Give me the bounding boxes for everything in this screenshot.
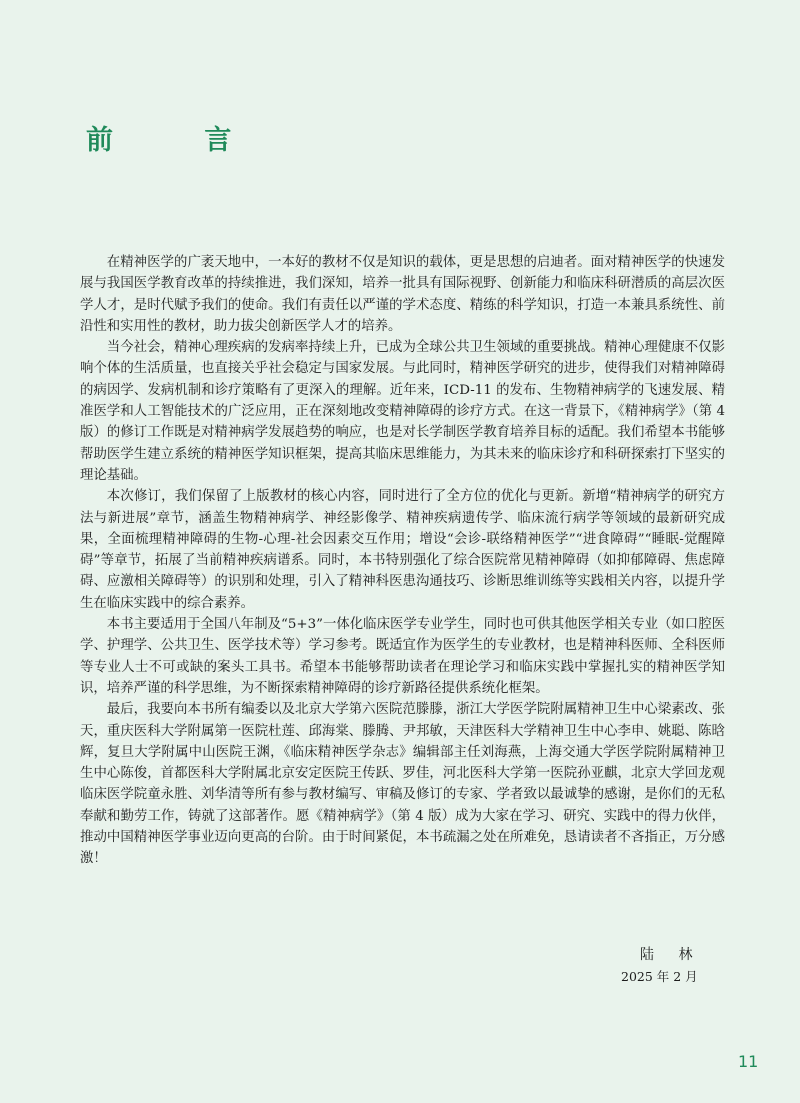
date: 2025 年 2 月 bbox=[621, 969, 698, 984]
preface-body bbox=[80, 252, 725, 870]
page-number: 11 bbox=[738, 1052, 759, 1071]
paragraph: 当今社会，精神心理疾病的发病率持续上升，已成为全球公共卫生领域的重要挑战。精神心理健康不仅影响个体的生活质量，也直接关乎社会稳定与国家发展。与此同时，精神医学研究的进步，使得我们对精神障碍的病因学、发病机制和诊疗策略有了更深入的理解。近年来，ICD-11 的发布、生物精神病学的飞速发展、精准医学和人工智能技术的广泛应用，正在深刻地改变精神障碍的诊疗方式。在这一背景下，《精神病学》（第 4 版）的修订工作既是对精神病学发展趋势的响应，也是对长学制医学教育培养目标的适配。我们希望本书能够帮助医学生建立系统的精神医学知识框架，提高其临床思维能力，为其未来的临床诊疗和科研探索打下坚实的理论基础。 bbox=[80, 340, 725, 483]
page-title: 前 言 bbox=[86, 125, 273, 156]
author-signature: 陆 林 bbox=[640, 947, 703, 963]
paragraph: 最后，我要向本书所有编委以及北京大学第六医院范滕滕，浙江大学医学院附属精神卫生中心梁素改、张天，重庆医科大学附属第一医院杜莲、邱海棠、滕腾、尹邦敏，天津医科大学精神卫生中心李申、姚聪、陈晗辉，复旦大学附属中山医院王渊，《临床精神医学杂志》编辑部主任刘海燕，上海交通大学医学院附属精神卫生中心陈俊，首都医科大学附属北京安定医院王传跃、罗佳，河北医科大学第一医院孙亚麒，北京大学回龙观临床医学院童永胜、刘华清等所有参与教材编写、审稿及修订的专家、学者致以最诚挚的感谢，是你们的无私奉献和勤劳工作，铸就了这部著作。愿《精神病学》（第 4 版）成为大家在学习、研究、实践中的得力伙伴，推动中国精神医学事业迈向更高的台阶。由于时间紧促，本书疏漏之处在所难免，恳请读者不吝指正，万分感激！ bbox=[80, 702, 725, 867]
paragraph: 在精神医学的广袤天地中，一本好的教材不仅是知识的载体，更是思想的启迪者。面对精神医学的快速发展与我国医学教育改革的持续推进，我们深知，培养一批具有国际视野、创新能力和临床科研潜质的高层次医学人才，是时代赋予我们的使命。我们有责任以严谨的学术态度、精练的科学知识，打造一本兼具系统性、前沿性和实用性的教材，助力拔尖创新医学人才的培养。 bbox=[80, 255, 725, 334]
paragraph: 本书主要适用于全国八年制及“5+3”一体化临床医学专业学生，同时也可供其他医学相关专业（如口腔医学、护理学、公共卫生、医学技术等）学习参考。既适宜作为医学生的专业教材，也是精神科医师、全科医师等专业人士不可或缺的案头工具书。希望本书能够帮助读者在理论学习和临床实践中掌握扎实的精神医学知识，培养严谨的科学思维，为不断探索精神障碍的诊疗新路径提供系统化框架。 bbox=[80, 617, 725, 696]
paragraph: 本次修订，我们保留了上版教材的核心内容，同时进行了全方位的优化与更新。新增“精神病学的研究方法与新进展”章节，涵盖生物精神病学、神经影像学、精神疾病遗传学、临床流行病学等领域的最新研究成果，全面梳理精神障碍的生物-心理-社会因素交互作用；增设“会诊-联络精神医学”“进食障碍”“睡眠-觉醒障碍”等章节，拓展了当前精神疾病谱系。同时，本书特别强化了综合医院常见精神障碍（如抑郁障碍、焦虑障碍、应激相关障碍等）的识别和处理，引入了精神科医患沟通技巧、诊断思维训练等实践相关内容，以提升学生在临床实践中的综合素养。 bbox=[80, 489, 725, 611]
